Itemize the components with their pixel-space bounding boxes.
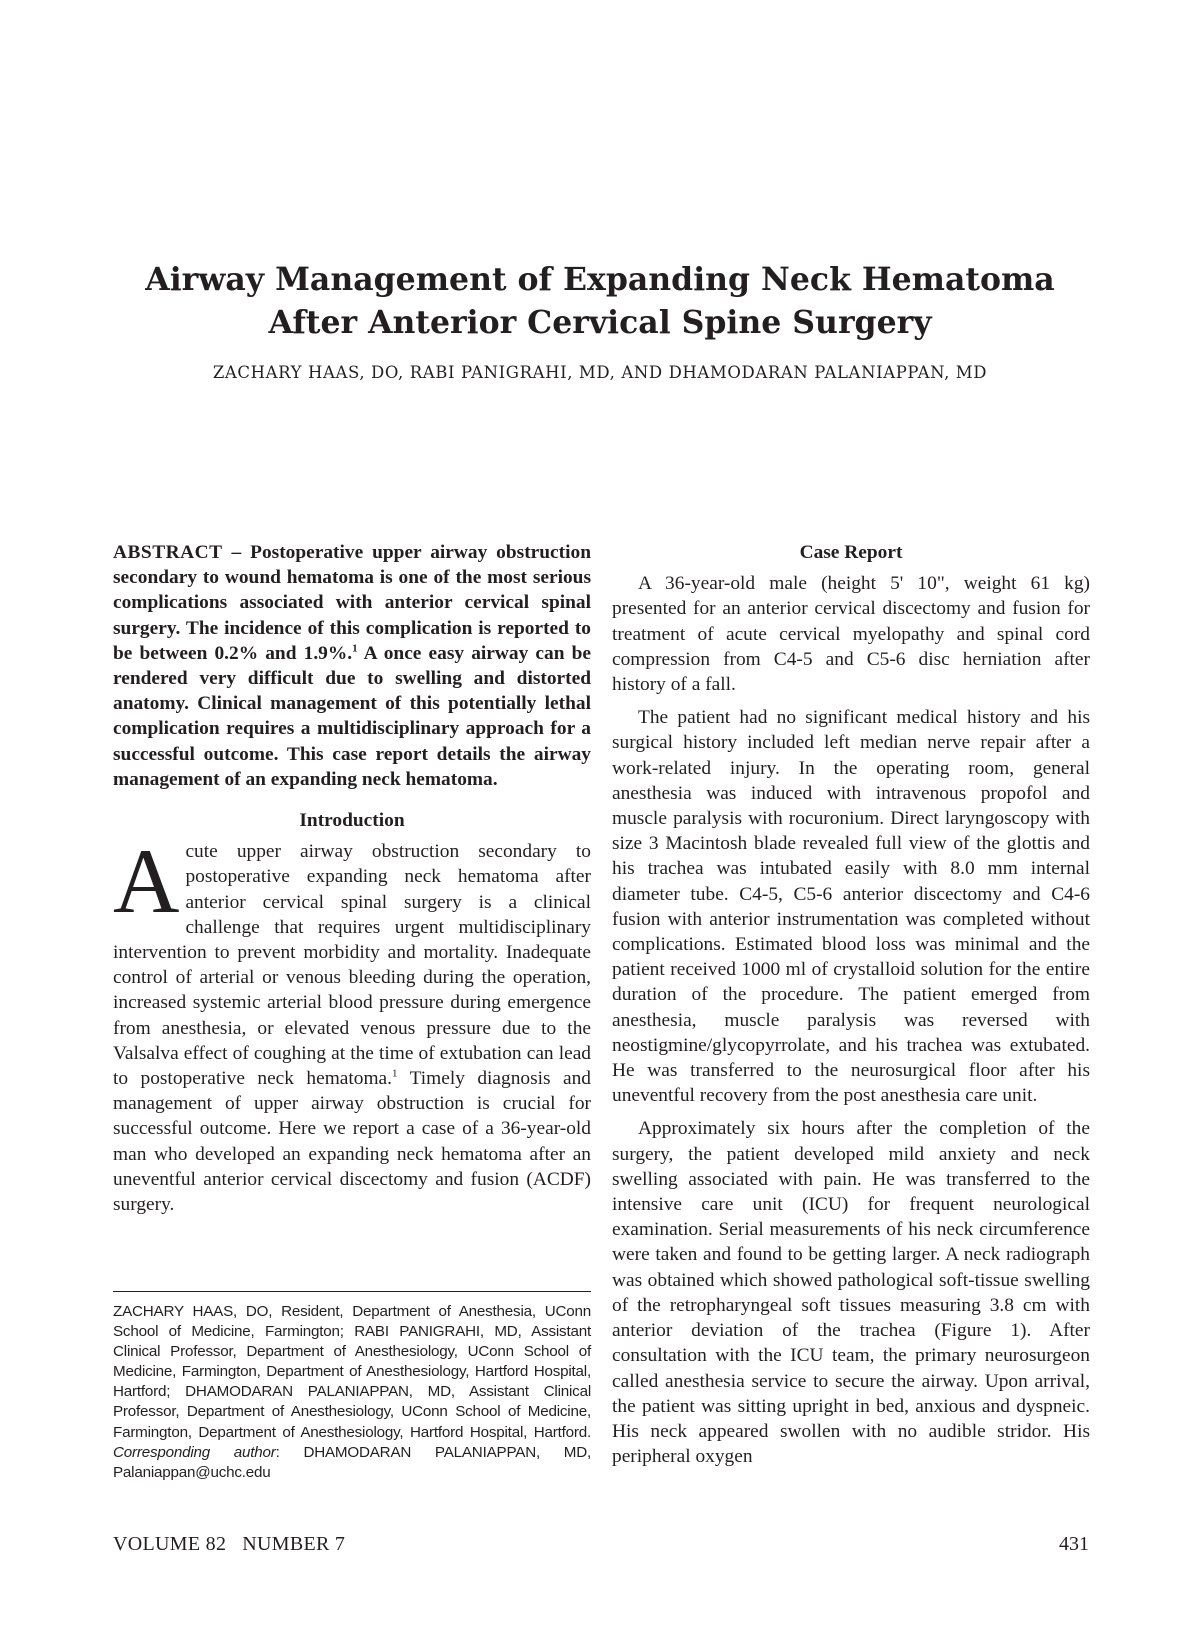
case-report-paragraph-1: A 36-year-old male (height 5' 10", weight 61 kg) presented for an anterior cervical discectomy and fusion for treatment of acute cervical myelopathy and spinal cord compression from C4-5 and C5-6 disc herniation after history of a fall.: [612, 573, 1090, 696]
drop-cap: A: [113, 830, 180, 933]
abstract-text-2: A once easy airway can be rendered very difficult due to swelling and distorted anatomy. Clinical management of this potentially lethal complication requires a multidisciplinary approach for a successful outcome. This case report details the airway management of an expanding neck hematoma.: [113, 642, 592, 790]
abstract-paragraph: [113, 540, 591, 792]
title-line-2: After Anterior Cervical Spine Surgery: [268, 304, 932, 341]
journal-issue-footer: [113, 1533, 345, 1556]
abstract-dash: –: [222, 542, 251, 563]
left-column: [113, 540, 591, 1217]
abstract-reference: 1: [352, 642, 358, 655]
author-byline: ZACHARY HAAS, DO, RABI PANIGRAHI, MD, AND DHAMODARAN PALANIAPPAN, MD: [212, 363, 988, 382]
page-number: 431: [1059, 1533, 1089, 1555]
introduction-heading: Introduction: [299, 810, 405, 832]
article-title: [100, 258, 1100, 344]
right-column: [612, 540, 1090, 1469]
footnote-text-2: : DHAMODARAN PALANIAPPAN, MD, Palaniappan@uchc.edu: [113, 1443, 591, 1481]
title-line-1: Airway Management of Expanding Neck Hematoma: [145, 261, 1055, 298]
abstract-label: ABSTRACT: [113, 542, 223, 563]
case-report-heading: Case Report: [799, 542, 903, 563]
case-report-paragraph-3: Approximately six hours after the completion of the surgery, the patient developed mild anxiety and neck swelling associated with pain. He was transferred to the intensive care unit (ICU) for frequent neurological examination. Serial measurements of his neck circumference were taken and found to be getting larger. A neck radiograph was obtained which showed pathological soft-tissue swelling of the retropharyngeal soft tissues measuring 3.8 cm with anterior deviation of the trachea (Figure 1). After consultation with the ICU team, the primary neurosurgeon called anesthesia service to secure the airway. Upon arrival, the patient was sitting upright in bed, anxious and dyspneic. His neck appeared swollen with no audible stridor. His peripheral oxygen: [612, 1118, 1090, 1468]
case-report-paragraph-2: The patient had no significant medical history and his surgical history included left median nerve repair after a work-related injury. In the operating room, general anesthesia was induced with intravenous propofol and muscle paralysis with rocuronium. Direct laryngoscopy with size 3 Macintosh blade revealed full view of the glottis and his trachea was intubated easily with 8.0 mm internal diameter tube. C4-5, C5-6 anterior discectomy and C4-6 fusion with anterior instrumentation was completed without complications. Estimated blood loss was minimal and the patient received 1000 ml of crystalloid solution for the entire duration of the procedure. The patient emerged from anesthesia, muscle paralysis was reversed with neostigmine/glycopyrrolate, and his trachea was extubated. He was transferred to the neurosurgical floor after his uneventful recovery from the post anesthesia care unit.: [612, 707, 1090, 1107]
corresponding-author-label: Corresponding author: [113, 1443, 276, 1461]
introduction-reference: 1: [392, 1067, 398, 1080]
introduction-text-2: Timely diagnosis and management of upper airway obstruction is crucial for successful outcome. Here we report a case of a 36-year-old man who developed an expanding neck hematoma after an uneventful anterior cervical discectomy and fusion (ACDF) surgery.: [113, 1068, 591, 1216]
abstract-text-1: Postoperative upper airway obstruction secondary to wound hematoma is one of the most serious complications associated with anterior cervical spinal surgery. The incidence of this complication is reported to be between 0.2% and 1.9%.: [113, 542, 591, 664]
footnote-text-1: ZACHARY HAAS, DO, Resident, Department of Anesthesia, UConn School of Medicine, Farmington; RABI PANIGRAHI, MD, Assistant Clinical Professor, Department of Anesthesiology, UConn School of Medicine, Farmington, Department of Anesthesiology, Hartford Hospital, Hartford; DHAMODARAN PALANIAPPAN, MD, Assistant Clinical Professor, Department of Anesthesiology, UConn School of Medicine, Farmington, Department of Anesthesiology, Hartford Hospital, Hartford.: [113, 1303, 591, 1441]
volume-label: VOLUME 82: [113, 1533, 227, 1555]
number-label: NUMBER 7: [242, 1533, 346, 1555]
introduction-paragraph: [113, 830, 591, 1217]
author-affiliation-footnote: [113, 1291, 591, 1483]
introduction-text-1: cute upper airway obstruction secondary to postoperative expanding neck hematoma after anterior cervical spinal surgery is a clinical challenge that requires urgent multidisciplinary intervention to prevent morbidity and mortality. Inadequate control of arterial or venous bleeding during the operation, increased systemic arterial blood pressure during emergence from anesthesia, or elevated venous pressure due to the Valsalva effect of coughing at the time of extubation can lead to postoperative neck hematoma.: [113, 841, 591, 1090]
